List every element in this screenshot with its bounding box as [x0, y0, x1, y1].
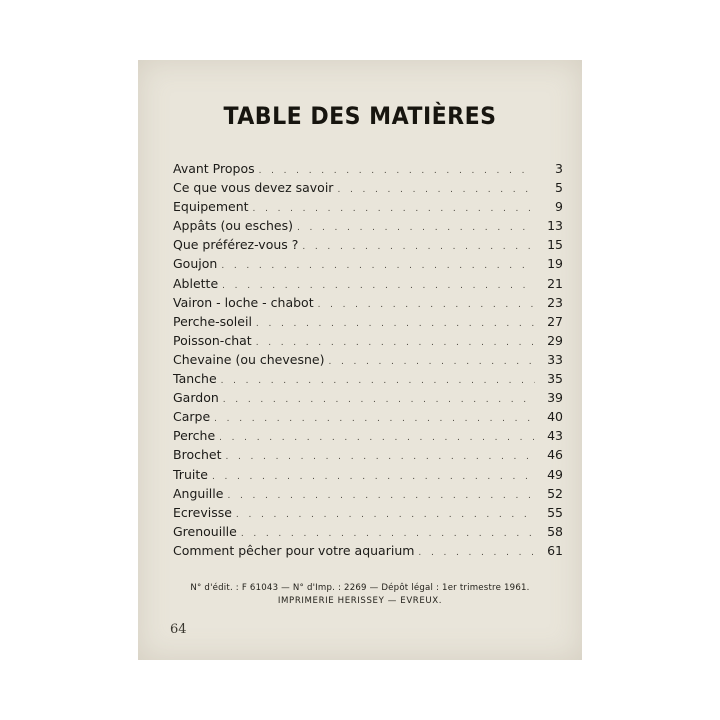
toc-entry-page: 23	[547, 294, 563, 310]
toc-dot-leader	[236, 506, 535, 525]
toc-dot-leader	[223, 391, 535, 410]
toc-dot-leader	[221, 372, 535, 391]
toc-entry-label: Chevaine (ou chevesne)	[173, 351, 325, 367]
toc-entry-page: 55	[547, 504, 563, 520]
toc-entry-page: 9	[555, 199, 563, 215]
toc-entry-label: Truite	[173, 466, 208, 482]
toc-entry-page: 3	[555, 161, 563, 176]
toc-entry	[173, 445, 563, 464]
toc-entry-page: 29	[547, 332, 563, 348]
toc-entry-page: 49	[547, 466, 563, 482]
toc-dot-leader	[328, 353, 535, 372]
toc-entry-label: Perche-soleil	[173, 313, 252, 329]
toc-entry-page: 15	[547, 237, 563, 253]
toc-dot-leader	[318, 296, 535, 315]
toc-dot-leader	[256, 315, 535, 334]
toc-entry	[173, 522, 563, 541]
toc-entry	[173, 197, 563, 216]
imprint-line-edition: N° d'édit. : F 61043 — N° d'Imp. : 2269 — Dépôt légal : 1er trimestre 1961.	[190, 583, 530, 593]
toc-entry	[173, 350, 563, 369]
toc-entry-page: 43	[547, 428, 563, 444]
toc-entry-page: 19	[547, 256, 563, 272]
toc-entry-label: Vairon - loche - chabot	[173, 294, 314, 310]
toc-entry	[173, 541, 563, 560]
toc-dot-leader	[212, 468, 535, 487]
toc-entry-label: Appâts (ou esches)	[173, 218, 293, 234]
toc-dot-leader	[302, 238, 535, 257]
toc-entry	[173, 369, 563, 388]
toc-dot-leader	[219, 429, 535, 448]
toc-entry	[173, 388, 563, 407]
toc-entry-page: 52	[547, 485, 563, 501]
toc-entry	[173, 293, 563, 312]
toc-entry-label: Anguille	[173, 485, 224, 501]
toc-entry	[173, 274, 563, 293]
toc-entry	[173, 235, 563, 254]
toc-entry-label: Que préférez-vous ?	[173, 237, 299, 253]
toc-entry-label: Ecrevisse	[173, 504, 232, 520]
book-page	[138, 60, 582, 660]
toc-entry	[173, 331, 563, 350]
toc-entry-page: 39	[547, 390, 563, 406]
toc-entry	[173, 407, 563, 426]
toc-dot-leader	[418, 544, 535, 563]
toc-dot-leader	[337, 181, 535, 200]
toc-entry	[173, 426, 563, 445]
toc-entry-page: 58	[547, 523, 563, 539]
toc-entry-label: Tanche	[173, 371, 217, 387]
toc-entry	[173, 178, 563, 197]
toc-entry-label: Ablette	[173, 275, 219, 291]
toc-entry-label: Equipement	[173, 199, 249, 215]
toc-entry	[173, 484, 563, 503]
toc-entry-page: 5	[555, 180, 563, 196]
toc-entry-label: Avant Propos	[173, 161, 255, 176]
toc-entry-label: Gardon	[173, 390, 219, 406]
toc-entry	[173, 159, 563, 178]
toc-entry-page: 35	[547, 371, 563, 387]
imprint-block	[138, 582, 582, 608]
toc-entry-label: Carpe	[173, 409, 211, 425]
table-of-contents	[173, 159, 563, 560]
toc-entry-label: Poisson-chat	[173, 332, 252, 348]
toc-dot-leader	[221, 257, 535, 276]
page-title: TABLE DES MATIÈRES	[223, 102, 497, 130]
toc-entry	[173, 503, 563, 522]
toc-entry-page: 13	[547, 218, 563, 234]
toc-entry	[173, 312, 563, 331]
toc-entry-label: Comment pêcher pour votre aquarium	[173, 542, 415, 558]
toc-dot-leader	[227, 487, 535, 506]
toc-entry-page: 46	[547, 447, 563, 463]
toc-entry-label: Brochet	[173, 447, 222, 463]
toc-entry-page: 40	[547, 409, 563, 425]
toc-entry-page: 33	[547, 351, 563, 367]
page-number: 64	[170, 622, 187, 637]
toc-entry-label: Perche	[173, 428, 216, 444]
toc-entry	[173, 216, 563, 235]
toc-entry-page: 61	[547, 542, 563, 558]
toc-entry-page: 27	[547, 313, 563, 329]
toc-entry	[173, 465, 563, 484]
imprint-line-printer: IMPRIMERIE HERISSEY — EVREUX.	[277, 596, 443, 606]
toc-entry-label: Goujon	[173, 256, 218, 272]
toc-dot-leader	[225, 448, 535, 467]
toc-dot-leader	[214, 410, 535, 429]
toc-entry	[173, 254, 563, 273]
toc-entry-page: 21	[547, 275, 563, 291]
toc-entry-label: Grenouille	[173, 523, 237, 539]
toc-entry-label: Ce que vous devez savoir	[173, 180, 334, 196]
toc-dot-leader	[297, 219, 535, 238]
